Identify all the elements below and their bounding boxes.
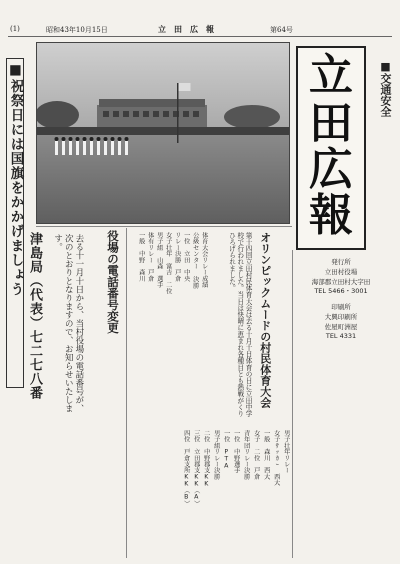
column-divider <box>126 228 127 558</box>
result-line: 女子壮年 富吉 二位 <box>164 232 172 294</box>
traffic-safety-heading: ■交通安全 <box>379 60 392 117</box>
publisher-address: 海部郡立田村大字田 <box>311 277 371 286</box>
printer-address: 佐屋町洲屋 <box>324 322 358 331</box>
publisher-label: 発行所 <box>331 258 351 266</box>
tsushima-exchange-number: 津島局（代表）七二七八番 <box>27 232 42 400</box>
printer-label: 印刷所 <box>331 303 351 311</box>
result-line: 男子壮年リレー <box>282 430 290 474</box>
publisher-office: 立田村役場 <box>324 267 358 276</box>
flag-slogan-text: ■祝祭日には国旗をかかげましょう <box>7 62 24 297</box>
header-bar <box>8 22 392 37</box>
sports-day-photo <box>36 42 290 224</box>
publisher-tel: TEL 5466・3001 <box>314 287 368 296</box>
printer-name: 大興印刷所 <box>324 312 358 321</box>
printer-tel: TEL 4331 <box>325 332 357 341</box>
result-line: 女子 二位 戸倉 <box>252 430 260 480</box>
masthead-logo <box>296 46 366 250</box>
result-line: リレー決勝 戸倉 <box>173 232 181 282</box>
publisher-info <box>296 258 386 342</box>
photo-divider <box>36 226 292 227</box>
result-line: 三位 立田郡支KK（A） <box>192 430 200 507</box>
column-divider <box>292 250 293 558</box>
masthead-char: 立 <box>309 50 353 101</box>
result-line: 体有リレー 戸倉 <box>146 232 154 282</box>
result-line: 男子組リレー決勝 <box>212 430 220 480</box>
masthead-char: 報 <box>309 190 353 241</box>
phone-number-notice <box>52 230 122 430</box>
photo-illustration <box>37 43 289 223</box>
page-number: (1) <box>10 25 20 33</box>
masthead-char: 田 <box>309 98 353 149</box>
result-line: 一位 中野選手 <box>232 430 240 474</box>
phone-notice-title: 役場の電話番号変更 <box>106 230 120 334</box>
result-line: 青年団リレー決勝 <box>242 430 250 480</box>
result-line: 一般 中野 森川 <box>137 232 145 282</box>
result-line: 女子ｻｯｶｰ 西大 <box>272 430 280 486</box>
result-line: 公級センター 決勝 <box>191 232 199 289</box>
article-lead: 第十四回立田村民体育大会は去る十月十日体育の日に立田中学校で行われました。当日は快晴に恵まれ各種目とも熱戦がくりひろげられました。 <box>227 232 252 417</box>
paper-name: 立 田 広 報 <box>158 24 214 34</box>
issue-number: 第64号 <box>270 26 293 34</box>
result-line: 体育大会リレー成績 <box>200 232 208 288</box>
result-line: 男子組 山森 選手 <box>155 232 163 288</box>
result-line: 二位 中野郡支KK <box>202 430 210 488</box>
result-line: 四位 戸倉支所KK（B） <box>182 430 190 507</box>
result-line: 一般 森川 西大 <box>262 430 270 480</box>
result-line: 一位 PTA <box>222 430 230 470</box>
phone-notice-body: 去る十一月十日から、当村役場の電話番号が、次のとおりとなりますので、お知らせいたします。 <box>52 234 84 413</box>
result-line: 一位 立田 中央 <box>182 232 190 282</box>
masthead-char: 広 <box>309 144 353 195</box>
article-headline: オリンピックムードの村民体育大会 <box>258 232 272 408</box>
issue-date: 昭和43年10月15日 <box>46 26 108 34</box>
